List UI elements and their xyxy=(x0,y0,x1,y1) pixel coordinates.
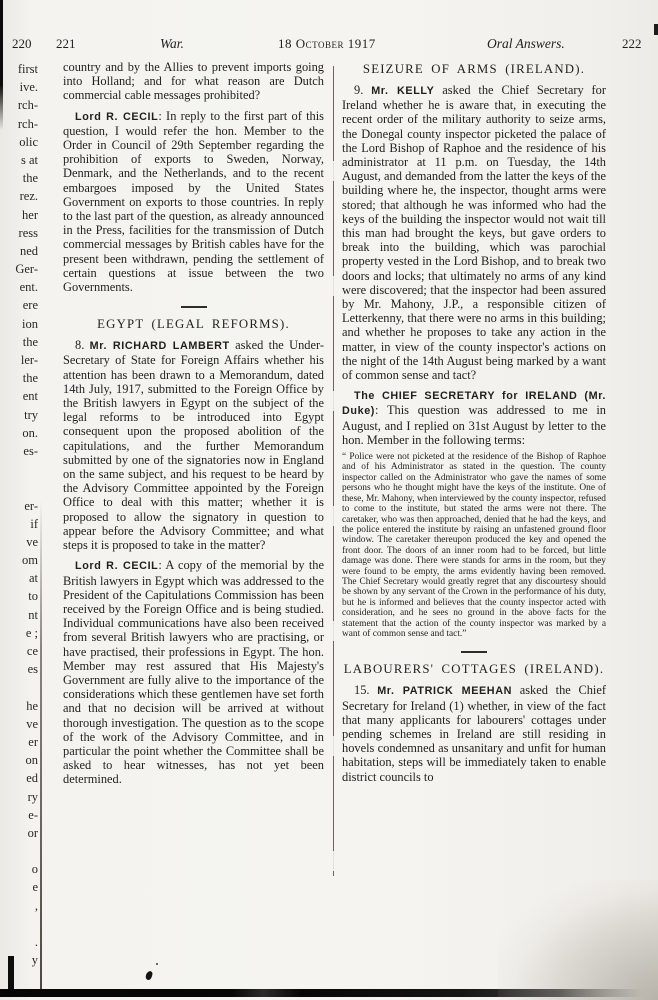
header-date: 18 October 1917 xyxy=(278,36,376,51)
page-header xyxy=(0,36,658,56)
speaker-name: Mr. PATRICK MEEHAN xyxy=(377,685,512,698)
margin-fragment: to xyxy=(28,589,38,604)
margin-fragment: if xyxy=(30,516,38,531)
margin-fragment: ler- xyxy=(20,353,38,367)
scan-edge-line xyxy=(0,0,3,130)
text-run: : A copy of the memorial by the British lawyers in Egypt which was addressed to the President of the Capitulations Commission has been received by the Foreign Office and is being studied. Individual communications have also been received from several British lawyers who are practising, or have practised, their professions in Egypt. The hon. Member may rest assured that His Majesty's Government are fully alive to the importance of the considerations which these gentlemen have set forth and that no decision will be arrived at without thorough investigation. The question as to the scope of the work of the Advisory Committee, and in particular the point whether the Committee shall be asked to hear witnesses, has not yet been determined. xyxy=(63,558,324,787)
text-run: 9. xyxy=(354,83,372,97)
margin-fragment: o xyxy=(31,862,38,877)
ink-speck xyxy=(145,970,153,980)
paragraph xyxy=(342,83,606,382)
margin-fragment xyxy=(0,460,38,478)
margin-fragment: er xyxy=(28,734,38,749)
text-run: “ Police were not picketed at the residence of the Bishop of Raphoe and of his Administrator as stated in the question. The county inspector called on the Administrator who gave the names of some persons who he thought might have the keys of the institute. One of these, Mr. Mahony, when interviewed by the county inspector, refused to come to the institute, but stated the arms were not there. The caretaker, who was then approached, denied that he had the keys, and the police entered the institute by raising an unfastened ground floor window. The caretaker thereupon produced the key and opened the front door. The doors of an inner room had to be forced, but little damage was done. There were stands for arms in the room, but they were found to be empty, the arms evidently having been removed. The Chief Secretary would greatly regret that any discourtesy should be shown by any servant of the Crown in the performance of his duty, but he is informed and believes that the county inspector acted with consideration, and he sees no ground in the above facts for the statement that the action of the county inspector was marked by a want of common sense and tact.” xyxy=(342,452,606,639)
speaker-name: The CHIEF SECRETARY for IRELAND (Mr. Duke) xyxy=(342,390,606,418)
section-heading: LABOURERS' COTTAGES (IRELAND). xyxy=(343,662,605,677)
margin-fragment: ent xyxy=(22,389,38,404)
spine-edge-rule xyxy=(40,500,42,992)
speaker-name: Mr. KELLY xyxy=(371,85,435,97)
scan-edge-speck xyxy=(654,24,658,35)
text-run: asked the Chief Secretary for Ireland whether he is aware that, in executing the recent order of the military authority to seize arms, the Donegal county inspector picketed the palace of the Lord Bishop of Raphoe and the residence of his administrator at 11 p.m. on Tuesday, the 14th August, and demanded from the latter the keys of the building where he, the inspector, thought arms were stored; that although he was informed who had the keys of the building the inspector would not wait till this man had brought the keys, but gave orders to break into the building, which was parochial property vested in the Lord Bishop, and to break two doors and locks; that ultimately no arms of any kind were discovered; that the inspector had been assured by Mr. Mahony, J.P., a responsible citizen of Letterkenny, that there were no arms in this building; and whether he proposes to take any action in the matter, in view of the county inspector's actions on the night of the 14th August being marked by a want of common sense and tact? xyxy=(342,83,607,383)
margin-fragment: on xyxy=(25,753,38,768)
paragraph xyxy=(342,388,606,447)
margin-fragment: ve xyxy=(26,534,38,549)
paragraph xyxy=(63,558,324,786)
margin-fragment: ce xyxy=(26,644,38,658)
margin-fragment: the xyxy=(22,334,38,349)
margin-fragment: ress xyxy=(18,225,38,240)
paragraph xyxy=(63,60,324,103)
margin-fragment: ve xyxy=(26,716,38,731)
margin-fragment: try xyxy=(24,407,38,422)
column-divider-rule xyxy=(333,66,334,876)
margin-fragment: first xyxy=(17,62,38,76)
margin-fragment: e- xyxy=(28,807,38,822)
margin-fragment: , xyxy=(34,898,38,913)
speaker-name: Lord R. CECIL xyxy=(75,560,159,573)
margin-fragment: ry xyxy=(27,789,38,804)
section-heading: EGYPT (LEGAL REFORMS). xyxy=(97,317,290,332)
paragraph xyxy=(63,338,324,552)
speaker-name: Mr. RICHARD LAMBERT xyxy=(89,340,230,353)
section-divider xyxy=(181,306,207,308)
running-title-left: War. xyxy=(160,36,184,51)
page-number-left: 221 xyxy=(56,36,76,51)
margin-fragment: olic xyxy=(19,134,38,149)
margin-fragment: er- xyxy=(24,498,38,513)
margin-fragment: rch- xyxy=(17,116,38,131)
margin-fragment: on. xyxy=(22,425,38,440)
margin-fragment: ned xyxy=(19,243,38,258)
margin-fragment: e ; xyxy=(25,625,38,640)
margin-fragment: the xyxy=(22,371,38,386)
ink-dot xyxy=(156,963,158,965)
page-number-right: 222 xyxy=(622,36,642,51)
text-run: : In reply to the first part of this question, I would refer the hon. Member to the Order in Council of 29th September regarding the prohibition of exports to Sweden, Norway, Denmark, and the Netherlands, and to the recent embargoes imposed by the United States Government on exports to those countries. In reply to the last part of the question, as already announced in the Press, facilities for the transmission of Dutch commercial messages by British cables have for the present been withdrawn, pending the settlement of certain questions at issue between the two Governments. xyxy=(63,108,324,295)
section-heading: SEIZURE OF ARMS (IRELAND). xyxy=(362,62,586,76)
text-run: 8. xyxy=(75,338,90,353)
speaker-name: Lord R. CECIL xyxy=(75,110,159,123)
margin-fragment: om xyxy=(22,553,38,568)
margin-fragment: ere xyxy=(22,298,38,313)
quoted-letter xyxy=(342,452,606,639)
margin-fragment: her xyxy=(22,207,38,222)
scan-artifact-bar-vertical xyxy=(8,956,14,993)
margin-fragment: ent. xyxy=(19,280,38,295)
margin-fragment: he xyxy=(26,698,38,713)
margin-fragment: . xyxy=(34,935,38,949)
margin-fragment: e xyxy=(32,880,38,895)
scan-corner-noise xyxy=(498,880,658,1000)
margin-fragment xyxy=(0,842,38,860)
margin-fragment: es- xyxy=(23,443,38,458)
text-run: 15. xyxy=(354,683,378,698)
margin-fragment: ive. xyxy=(19,80,38,95)
facing-page-text-fragments xyxy=(0,60,38,969)
margin-fragment: rch- xyxy=(17,98,38,113)
left-text-column xyxy=(63,60,324,787)
margin-fragment: nt xyxy=(28,607,38,622)
margin-fragment xyxy=(0,915,38,933)
text-run: country and by the Allies to prevent imports going into Holland; and for what reason are Dutch commercial cable messages prohibited? xyxy=(63,60,324,103)
margin-fragment: y xyxy=(31,953,38,968)
margin-fragment: at xyxy=(28,571,38,586)
text-run: asked the Chief Secretary for Ireland (1) whether, in view of the fact that many applicants for labourers' cottages under pending schemes in Ireland are still residing in hovels condemned as unsanitary and unfit for human habitation, steps will be immediately taken to enable district councils to xyxy=(342,683,606,784)
margin-fragment: ed xyxy=(26,771,38,786)
margin-fragment: rez. xyxy=(19,189,38,204)
text-run: : This question was addressed to me in August, and I replied on 31st August by letter to the hon. Member in the following terms: xyxy=(342,403,606,447)
margin-fragment xyxy=(0,678,38,696)
margin-fragment: or xyxy=(27,825,38,840)
paragraph xyxy=(342,683,606,783)
margin-fragment: es xyxy=(27,662,38,677)
paragraph xyxy=(63,109,324,295)
margin-fragment: ion xyxy=(22,316,38,331)
text-run: asked the Under-Secretary of State for Foreign Affairs whether his attention has been drawn to a Memorandum, dated 14th July, 1917, submitted to the Foreign Office by the British lawyers in Egypt on the subject of the legal reforms to be introduced into Egypt consequent upon the proposed abolition of the capitulations, and the further Memorandum submitted by one of the signatories now in England on the same subject, and his request to be heard by the Advisory Committee appointed by the Foreign Office to deal with this matter; whether it is proposed to allow the signatory in question to appear before the Advisory Committee; and what steps it is proposed to take in the matter? xyxy=(63,338,324,553)
margin-fragment xyxy=(0,478,38,496)
margin-fragment: Ger- xyxy=(15,262,38,277)
margin-fragment: s at xyxy=(20,152,38,167)
running-title-right: Oral Answers. xyxy=(487,36,565,51)
margin-fragment: the xyxy=(22,171,38,186)
page-number-far-left: 220 xyxy=(12,36,32,51)
section-divider xyxy=(461,651,487,653)
right-text-column xyxy=(342,62,606,784)
